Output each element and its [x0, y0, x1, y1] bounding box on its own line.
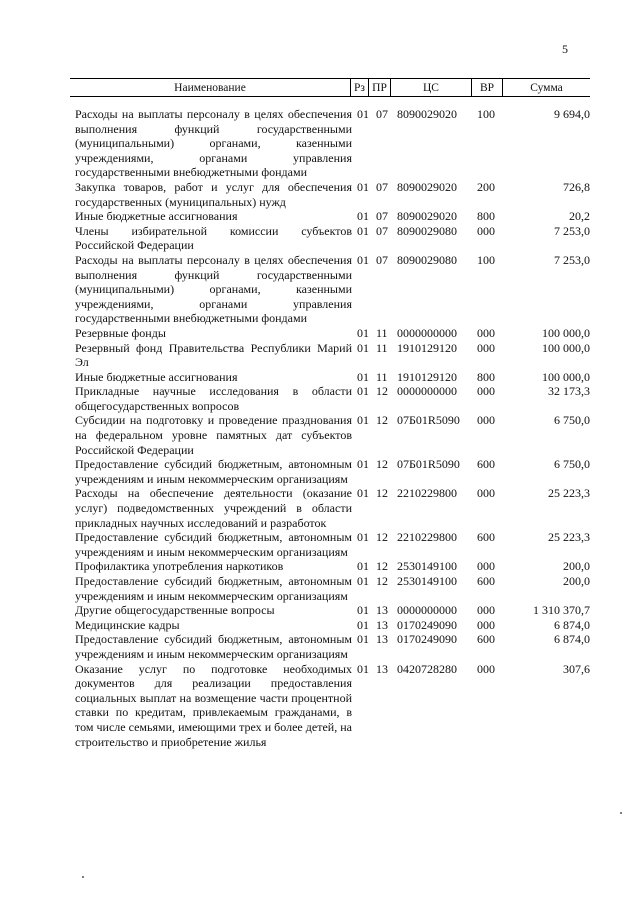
row-pr: 11 [376, 340, 388, 355]
row-name: Прикладные научные исследования в области общегосударственных вопросов [75, 384, 352, 413]
row-sum: 7 253,0 [554, 252, 590, 267]
row-sum: 32 173,3 [548, 384, 590, 399]
row-cs: 1910129120 [397, 340, 457, 355]
row-sum: 200,0 [563, 574, 590, 588]
header-rz: Рз [351, 79, 369, 97]
row-pr: 11 [376, 325, 388, 340]
header-name: Наименование [70, 79, 351, 97]
row-vr: 000 [477, 603, 495, 618]
header-row [70, 79, 590, 97]
row-sum: 20,2 [569, 209, 590, 224]
row-name: Предоставление субсидий бюджетным, автономным учреждениям и иным некоммерческим организациям [75, 457, 352, 486]
scan-speck [82, 876, 84, 878]
row-cs: 8090029080 [397, 223, 457, 238]
row-cs: 8090029020 [397, 209, 457, 224]
row-pr: 12 [376, 384, 388, 399]
row-rz: 01 [357, 486, 369, 501]
row-pr: 13 [376, 617, 388, 632]
row-vr: 600 [477, 574, 495, 588]
row-vr: 100 [477, 107, 495, 121]
row-name: Субсидии на подготовку и проведение празднования на федеральном уровне памятных дат субъектов Российской Федерации [75, 413, 352, 457]
row-vr: 000 [477, 413, 495, 428]
row-vr: 600 [477, 457, 495, 472]
row-cs: 07Б01R5090 [397, 457, 460, 472]
row-pr: 07 [376, 179, 388, 194]
row-name: Медицинские кадры [75, 617, 180, 632]
row-name: Закупка товаров, работ и услуг для обеспечения государственных (муниципальных) нужд [75, 179, 352, 209]
row-cs: 2210229800 [397, 486, 457, 501]
row-name: Профилактика употребления наркотиков [75, 559, 284, 574]
row-sum: 307,6 [563, 661, 590, 676]
row-name: Расходы на выплаты персоналу в целях обеспечения выполнения функций государственными (муниципальными) органами, казенными учреждениями, органами управления государственными внебюджетными фондами [75, 107, 352, 180]
row-sum: 6 750,0 [554, 457, 590, 472]
row-rz: 01 [357, 530, 369, 545]
row-name: Члены избирательной комиссии субъектов Российской Федерации [75, 223, 352, 253]
row-pr: 11 [376, 369, 388, 384]
row-sum: 726,8 [563, 179, 590, 194]
row-rz: 01 [357, 369, 369, 384]
row-cs: 0000000000 [397, 325, 457, 340]
table-row [75, 224, 590, 253]
table-row [75, 341, 590, 370]
row-pr: 13 [376, 632, 388, 647]
row-name: Иные бюджетные ассигнования [75, 369, 238, 384]
row-pr: 13 [376, 603, 388, 618]
row-name: Другие общегосударственные вопросы [75, 603, 275, 618]
page-number: 5 [562, 42, 568, 56]
table-row [75, 530, 590, 559]
table-row [75, 253, 590, 326]
row-rz: 01 [357, 209, 369, 224]
row-vr: 000 [477, 384, 495, 399]
row-cs: 8090029080 [397, 252, 457, 267]
row-rz: 01 [357, 632, 369, 647]
row-cs: 0000000000 [397, 603, 457, 618]
row-rz: 01 [357, 223, 369, 238]
row-name: Резервный фонд Правительства Республики Марий Эл [75, 340, 352, 370]
table-row [75, 107, 590, 180]
row-rz: 01 [357, 574, 369, 588]
row-rz: 01 [357, 617, 369, 632]
row-name: Иные бюджетные ассигнования [75, 209, 238, 224]
row-cs: 0170249090 [397, 617, 457, 632]
table-row [75, 618, 590, 633]
row-rz: 01 [357, 457, 369, 472]
table-row [75, 559, 590, 574]
row-pr: 12 [376, 574, 388, 588]
row-rz: 01 [357, 603, 369, 618]
row-vr: 100 [477, 252, 495, 267]
row-cs: 07Б01R5090 [397, 413, 460, 428]
row-cs: 8090029020 [397, 107, 457, 121]
row-pr: 12 [376, 486, 388, 501]
row-vr: 000 [477, 559, 495, 574]
row-vr: 600 [477, 530, 495, 545]
row-rz: 01 [357, 413, 369, 428]
row-cs: 0000000000 [397, 384, 457, 399]
row-vr: 000 [477, 661, 495, 676]
table-row [75, 574, 590, 603]
row-pr: 07 [376, 252, 388, 267]
row-cs: 2530149100 [397, 559, 457, 574]
row-vr: 800 [477, 209, 495, 224]
row-name: Оказание услуг по подготовке необходимых документов для реализации предоставления социальных выплат на возмещение части процентной ставки по кредитам, привлекаемым гражданами, в том числе семьями, имеющими трех и более детей, на строительство и приобретение жилья [75, 661, 352, 749]
row-vr: 600 [477, 632, 495, 647]
row-cs: 2210229800 [397, 530, 457, 545]
row-sum: 1 310 370,7 [533, 603, 590, 618]
header-sum: Сумма [503, 79, 591, 97]
row-sum: 6 874,0 [554, 632, 590, 647]
table-row [75, 326, 590, 341]
row-vr: 000 [477, 340, 495, 355]
row-name: Предоставление субсидий бюджетным, автономным учреждениям и иным некоммерческим организациям [75, 632, 352, 661]
row-pr: 07 [376, 209, 388, 224]
table-row [75, 209, 590, 224]
row-pr: 07 [376, 223, 388, 238]
row-vr: 800 [477, 369, 495, 384]
row-name: Расходы на обеспечение деятельности (оказание услуг) подведомственных учреждений в области прикладных научных исследований и разработок [75, 486, 352, 530]
row-rz: 01 [357, 661, 369, 676]
row-sum: 100 000,0 [542, 369, 590, 384]
row-pr: 13 [376, 661, 388, 676]
row-rz: 01 [357, 179, 369, 194]
row-vr: 000 [477, 223, 495, 238]
table-row [75, 413, 590, 457]
row-rz: 01 [357, 384, 369, 399]
row-rz: 01 [357, 107, 369, 121]
row-cs: 8090029020 [397, 179, 457, 194]
row-pr: 12 [376, 413, 388, 428]
row-vr: 000 [477, 617, 495, 632]
row-pr: 12 [376, 530, 388, 545]
row-cs: 2530149100 [397, 574, 457, 588]
row-pr: 12 [376, 559, 388, 574]
row-cs: 0420728280 [397, 661, 457, 676]
row-vr: 200 [477, 179, 495, 194]
row-name: Расходы на выплаты персоналу в целях обеспечения выполнения функций государственными (муниципальными) органами, казенными учреждениями, органами управления государственными внебюджетными фондами [75, 252, 352, 326]
header-cs: ЦС [391, 79, 472, 97]
table-row [75, 384, 590, 413]
row-sum: 25 223,3 [548, 486, 590, 501]
row-sum: 6 750,0 [554, 413, 590, 428]
row-rz: 01 [357, 340, 369, 355]
row-name: Резервные фонды [75, 325, 166, 340]
table-row [75, 370, 590, 385]
table-row [75, 662, 590, 750]
row-vr: 000 [477, 325, 495, 340]
row-pr: 12 [376, 457, 388, 472]
row-sum: 7 253,0 [554, 223, 590, 238]
row-pr: 07 [376, 107, 388, 121]
header-vr: ВР [472, 79, 503, 97]
table-body [75, 107, 590, 749]
table-header [70, 78, 590, 97]
header-pr: ПР [369, 79, 391, 97]
row-sum: 25 223,3 [548, 530, 590, 545]
row-cs: 0170249090 [397, 632, 457, 647]
row-rz: 01 [357, 252, 369, 267]
row-name: Предоставление субсидий бюджетным, автономным учреждениям и иным некоммерческим организациям [75, 530, 352, 559]
row-rz: 01 [357, 325, 369, 340]
row-sum: 200,0 [563, 559, 590, 574]
row-sum: 6 874,0 [554, 617, 590, 632]
row-vr: 000 [477, 486, 495, 501]
row-sum: 100 000,0 [542, 325, 590, 340]
row-rz: 01 [357, 559, 369, 574]
row-sum: 9 694,0 [554, 107, 590, 121]
row-cs: 1910129120 [397, 369, 457, 384]
table-row [75, 180, 590, 209]
row-name: Предоставление субсидий бюджетным, автономным учреждениям и иным некоммерческим организациям [75, 574, 352, 603]
table-row [75, 457, 590, 486]
table-row [75, 603, 590, 618]
table-row [75, 632, 590, 661]
table-row [75, 486, 590, 530]
scan-speck [620, 812, 622, 814]
row-sum: 100 000,0 [542, 340, 590, 355]
